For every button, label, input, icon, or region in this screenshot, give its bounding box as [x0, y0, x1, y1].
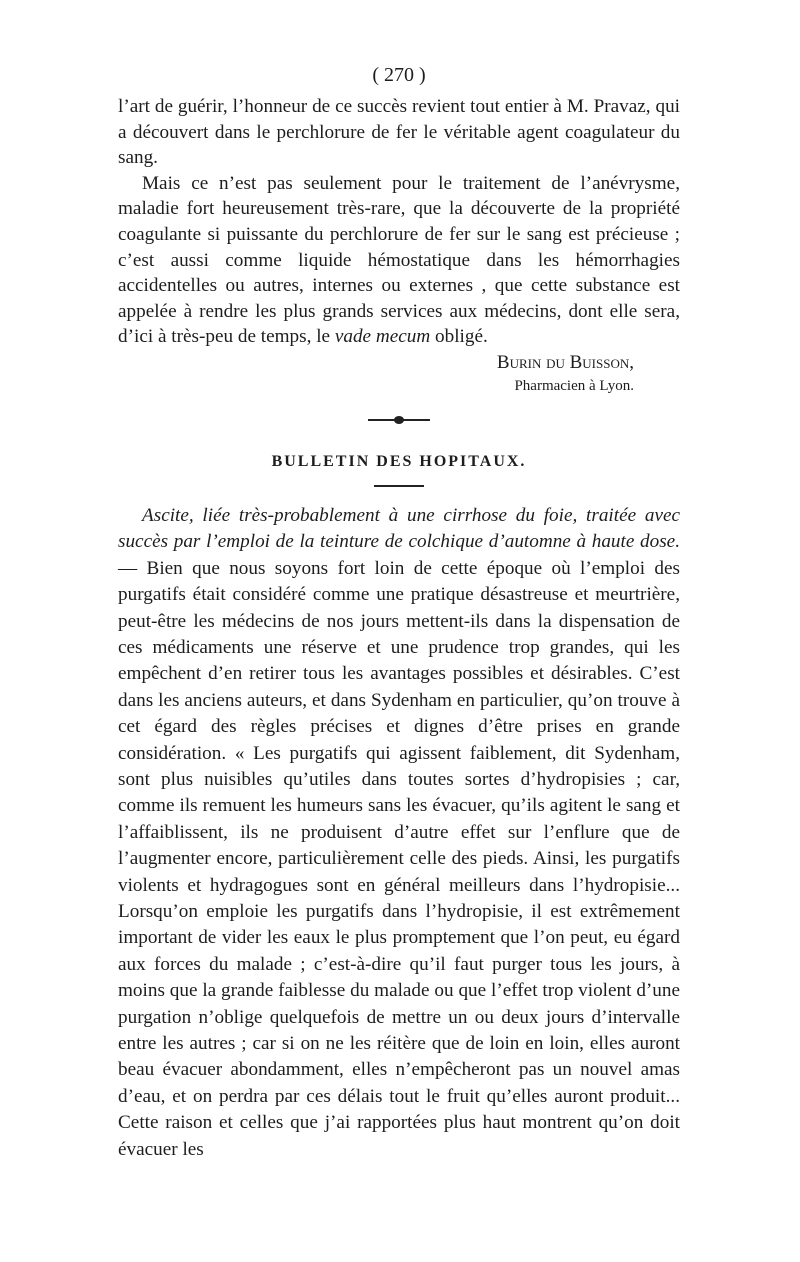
fleuron-ornament	[368, 415, 430, 425]
page-number: ( 270 )	[372, 64, 426, 86]
article	[118, 503, 680, 1163]
paragraph-perchlorure	[118, 171, 680, 350]
signature-title: Pharmacien à Lyon.	[514, 377, 634, 394]
vade-mecum-text: vade mecum	[334, 326, 431, 348]
section-title: BULLETIN DES HOPITAUX.	[271, 452, 527, 470]
book-page	[118, 62, 680, 1163]
paragraph-text: Mais ce n’est pas seulement pour le traitement de l’anévrysme, maladie fort heureusement très-rare, que la découverte de la propriété coagulante si puissante du perchlorure de fer sur le sang est précieuse ; c’est aussi comme liquide hémostatique dans les hémorrhagies accidentelles ou autres, internes ou externes , que cette substance est appelée à rendre les plus grands services aux médecins, dont elle sera, d’ici à très-peu de temps, le	[118, 172, 680, 348]
paragraph-continued: l’art de guérir, l’honneur de ce succès revient tout entier à M. Pravaz, qui a découvert dans le perchlorure de fer le véritable agent coagulateur du sang.	[118, 96, 680, 169]
article-body: — Bien que nous soyons fort loin de cette époque où l’emploi des purgatifs était considéré comme une pratique désastreuse et meurtrière, peut-être les médecins de nos jours mettent-ils dans la dispensation de ces médicaments une réserve et une prudence trop grandes, qui les empêchent d’en retirer tous les avantages possibles et désirables. C’est dans les anciens auteurs, et dans Sydenham en particulier, qu’on trouve à cet égard des règles précises et dignes d’être prises en grande considération. « Les purgatifs qui agissent faiblement, dit Sydenham, sont plus nuisibles qu’utiles dans toutes sortes d’hydropisies ; car, comme ils remuent les humeurs sans les évacuer, qu’ils agitent le sang et l’affaiblissent, ils ne produisent d’autre effet sur l’enflure que de l’augmenter encore, particulièrement celle des pieds. Ainsi, les purgatifs violents et hydragogues sont en général meilleurs dans l’hydropisie... Lorsqu’on emploie les purgatifs dans l’hydropisie, il est extrêmement important de vider les eaux le plus promptement que l’on peut, eu égard aux forces du malade ; c’est-à-dire qu’il faut purger tous les jours, à moins que la grande faiblesse du malade ou que l’effet trop violent d’une purgation n’oblige quelquefois de mettre un ou deux jours d’intervalle entre les autres ; car si on ne les réitère que de loin en loin, elles auront beau évacuer abondamment, elles n’empêcheront pas un nouvel amas d’eau, et on perdra par ces délais tout le fruit qu’elles auront produit... Cette raison et celles que j’ai rapportées plus haut montrent qu’on doit évacuer les	[118, 557, 680, 1160]
section-rule	[374, 485, 424, 487]
paragraph-end: obligé.	[430, 326, 488, 348]
article-paragraph	[118, 503, 680, 1163]
article-lead: Ascite, liée très-probablement à une cirrhose du foie, traitée avec succès par l’emploi de la teinture de colchique d’automne à haute dose.	[118, 504, 680, 553]
signature-name: Burin du Buisson,	[496, 351, 634, 373]
